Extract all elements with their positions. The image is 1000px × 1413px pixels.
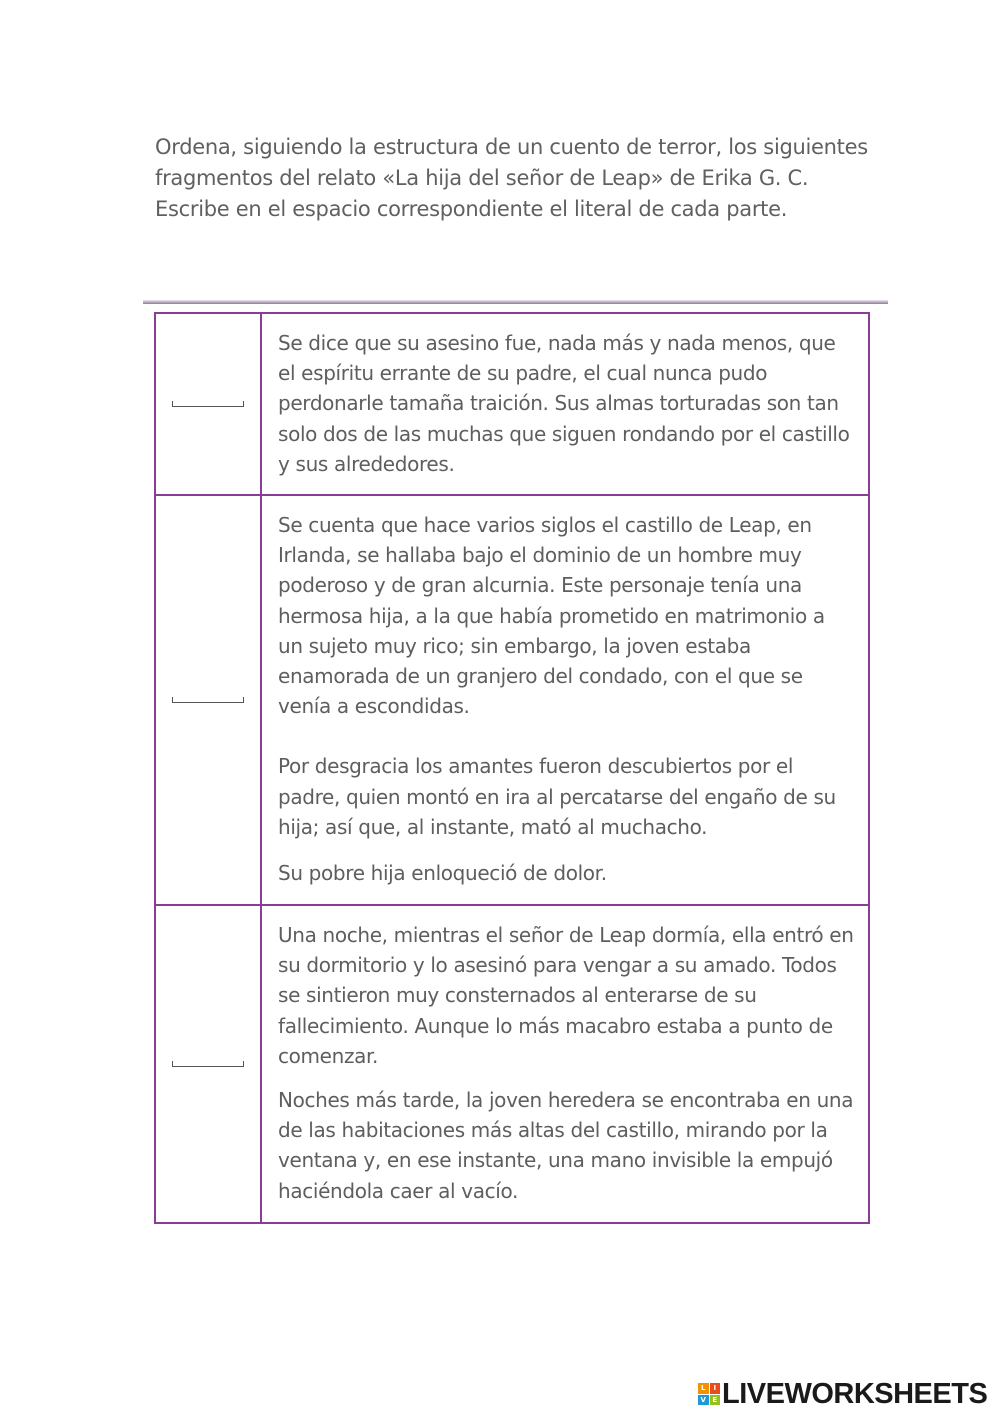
fragment-cell [262, 906, 868, 1222]
answer-blank-1[interactable] [172, 401, 244, 407]
table-row [156, 314, 868, 494]
answer-blank-2[interactable] [172, 697, 244, 703]
header-divider [143, 300, 888, 304]
table-row [156, 904, 868, 1222]
fragment-paragraph: Por desgracia los amantes fueron descubiertos por el padre, quien montó en ira al percatarse del engaño de su hija; así que, al instante, mató al muchacho. [278, 754, 836, 839]
fragment-paragraph: Se dice que su asesino fue, nada más y nada menos, que el espíritu errante de su padre, el cual nunca pudo perdonarle tamaña traición. Sus almas torturadas son tan solo dos de las muchas que siguen rondando por el castillo y sus alrededores. [278, 331, 850, 476]
fragment-paragraph: Noches más tarde, la joven heredera se encontraba en una de las habitaciones más altas del castillo, mirando por la ventana y, en ese instante, una mano invisible la empujó haciéndola caer al vacío. [278, 1088, 854, 1203]
answer-cell [156, 314, 262, 494]
logo-letter: I [710, 1383, 721, 1394]
liveworksheets-logo [698, 1377, 988, 1410]
fragment-cell [262, 314, 868, 494]
answer-blank-3[interactable] [172, 1061, 244, 1067]
fragment-paragraph: Se cuenta que hace varios siglos el castillo de Leap, en Irlanda, se hallaba bajo el dominio de un hombre muy poderoso y de gran alcurnia. Este personaje tenía una hermosa hija, a la que había prometido en matrimonio a un sujeto muy rico; sin embargo, la joven estaba enamorada de un granjero del condado, con el que se venía a escondidas. [278, 513, 825, 719]
logo-letter: V [698, 1395, 709, 1406]
answer-cell [156, 906, 262, 1222]
logo-letter: L [698, 1383, 709, 1394]
fragment-paragraph: Una noche, mientras el señor de Leap dormía, ella entró en su dormitorio y lo asesinó para vengar a su amado. Todos se sintieron muy consternados al enterarse de su fallecimiento. Aunque lo más macabro estaba a punto de comenzar. [278, 923, 854, 1068]
instructions-text: Ordena, siguiendo la estructura de un cuento de terror, los siguientes fragmentos del relato «La hija del señor de Leap» de Erika G. C. Escribe en el espacio correspondiente el literal de cada parte. [155, 135, 868, 221]
fragment-cell [262, 496, 868, 904]
logo-mark-icon [698, 1383, 720, 1405]
ordering-table [154, 312, 870, 1224]
fragment-paragraph: Su pobre hija enloqueció de dolor. [278, 861, 607, 886]
table-row [156, 494, 868, 904]
logo-letter: E [710, 1395, 721, 1406]
answer-cell [156, 496, 262, 904]
logo-text: LIVEWORKSHEETS [722, 1377, 988, 1410]
